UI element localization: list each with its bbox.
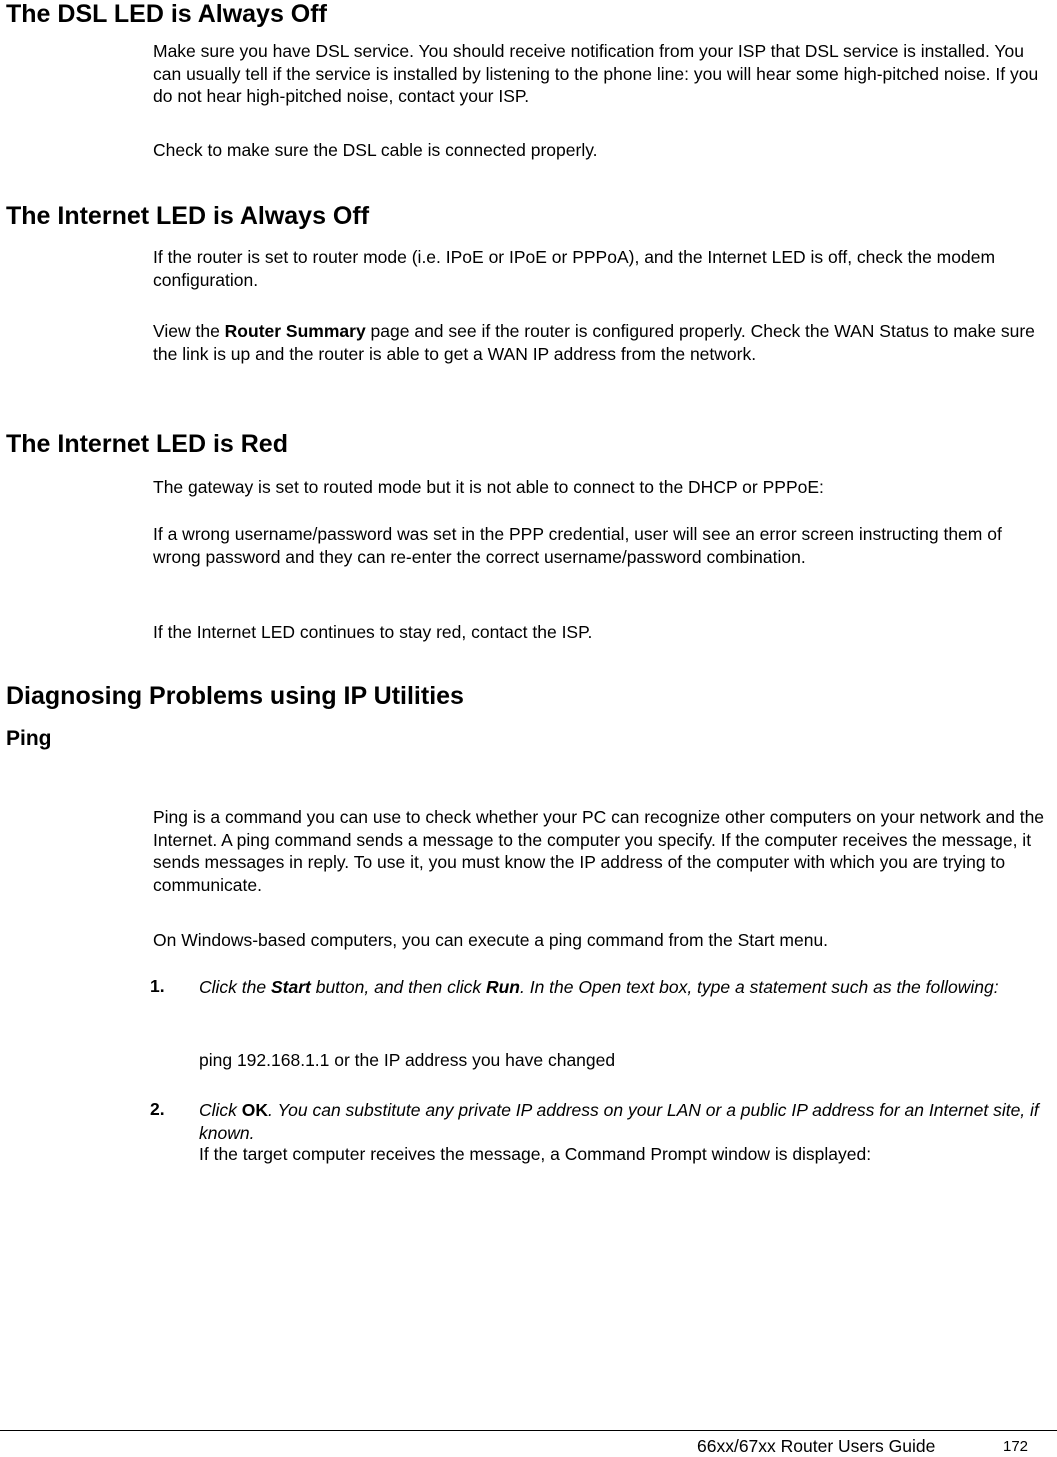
step-1-text <box>199 976 1049 999</box>
heading-diagnosing: Diagnosing Problems using IP Utilities <box>6 682 464 710</box>
heading-dsl-led: The DSL LED is Always Off <box>6 0 327 28</box>
step-1-e: . In the Open text box, type a statement such as the following: <box>520 977 999 997</box>
router-summary-pre: View the <box>153 321 225 341</box>
footer-page-number: 172 <box>1003 1438 1029 1455</box>
footer-guide-title: 66xx/67xx Router Users Guide <box>697 1436 936 1456</box>
step-1-c: button, and then click <box>310 977 486 997</box>
ping-command-example: ping 192.168.1.1 or the IP address you have changed <box>199 1050 616 1070</box>
paragraph-dsl-service: Make sure you have DSL service. You should receive notification from your ISP that DSL service is installed. You can usually tell if the service is installed by listening to the phone line: you will hear some high-pitched noise. If you do not hear high-pitched noise, contact your ISP. <box>153 41 1039 106</box>
step-1-a: Click the <box>199 977 271 997</box>
paragraph-ping-windows: On Windows-based computers, you can execute a ping command from the Start menu. <box>153 930 829 950</box>
run-label: Run <box>485 977 520 997</box>
paragraph-ping-description: Ping is a command you can use to check whether your PC can recognize other computers on your network and the Internet. A ping command sends a message to the computer you specify. If the computer receives the message, it sends messages in reply. To use it, you must know the IP address of the computer with which you are trying to communicate. <box>153 807 1045 895</box>
step-2-number: 2. <box>150 1099 165 1119</box>
paragraph-router-summary <box>153 320 1053 365</box>
heading-ping: Ping <box>6 727 52 750</box>
start-label: Start <box>270 977 311 997</box>
ok-label: OK <box>241 1100 269 1120</box>
paragraph-contact-isp: If the Internet LED continues to stay red, contact the ISP. <box>153 622 593 642</box>
router-summary-label: Router Summary <box>224 321 366 341</box>
paragraph-ping-result: If the target computer receives the message, a Command Prompt window is displayed: <box>199 1144 872 1164</box>
paragraph-wrong-credentials: If a wrong username/password was set in the PPP credential, user will see an error screen instructing them of wrong password and they can re-enter the correct username/password combination. <box>153 524 1002 567</box>
router-summary-post: page and see if the router is configured properly. Check the WAN Status to make sure the link is up and the router is able to get a WAN IP address from the network. <box>153 321 1035 364</box>
step-2-text <box>199 1099 1049 1144</box>
paragraph-routed-mode: The gateway is set to routed mode but it is not able to connect to the DHCP or PPPoE: <box>153 477 824 497</box>
step-2-c: . You can substitute any private IP address on your LAN or a public IP address for an Internet site, if known. <box>199 1100 1039 1143</box>
heading-internet-led-off: The Internet LED is Always Off <box>6 202 370 230</box>
step-2-a: Click <box>199 1100 242 1120</box>
footer-divider <box>0 1430 1057 1431</box>
paragraph-router-mode: If the router is set to router mode (i.e. IPoE or IPoE or PPPoA), and the Internet LED is off, check the modem configuration. <box>153 247 996 290</box>
step-1-number: 1. <box>150 976 165 996</box>
paragraph-dsl-cable: Check to make sure the DSL cable is connected properly. <box>153 140 598 160</box>
heading-internet-led-red: The Internet LED is Red <box>6 430 288 458</box>
